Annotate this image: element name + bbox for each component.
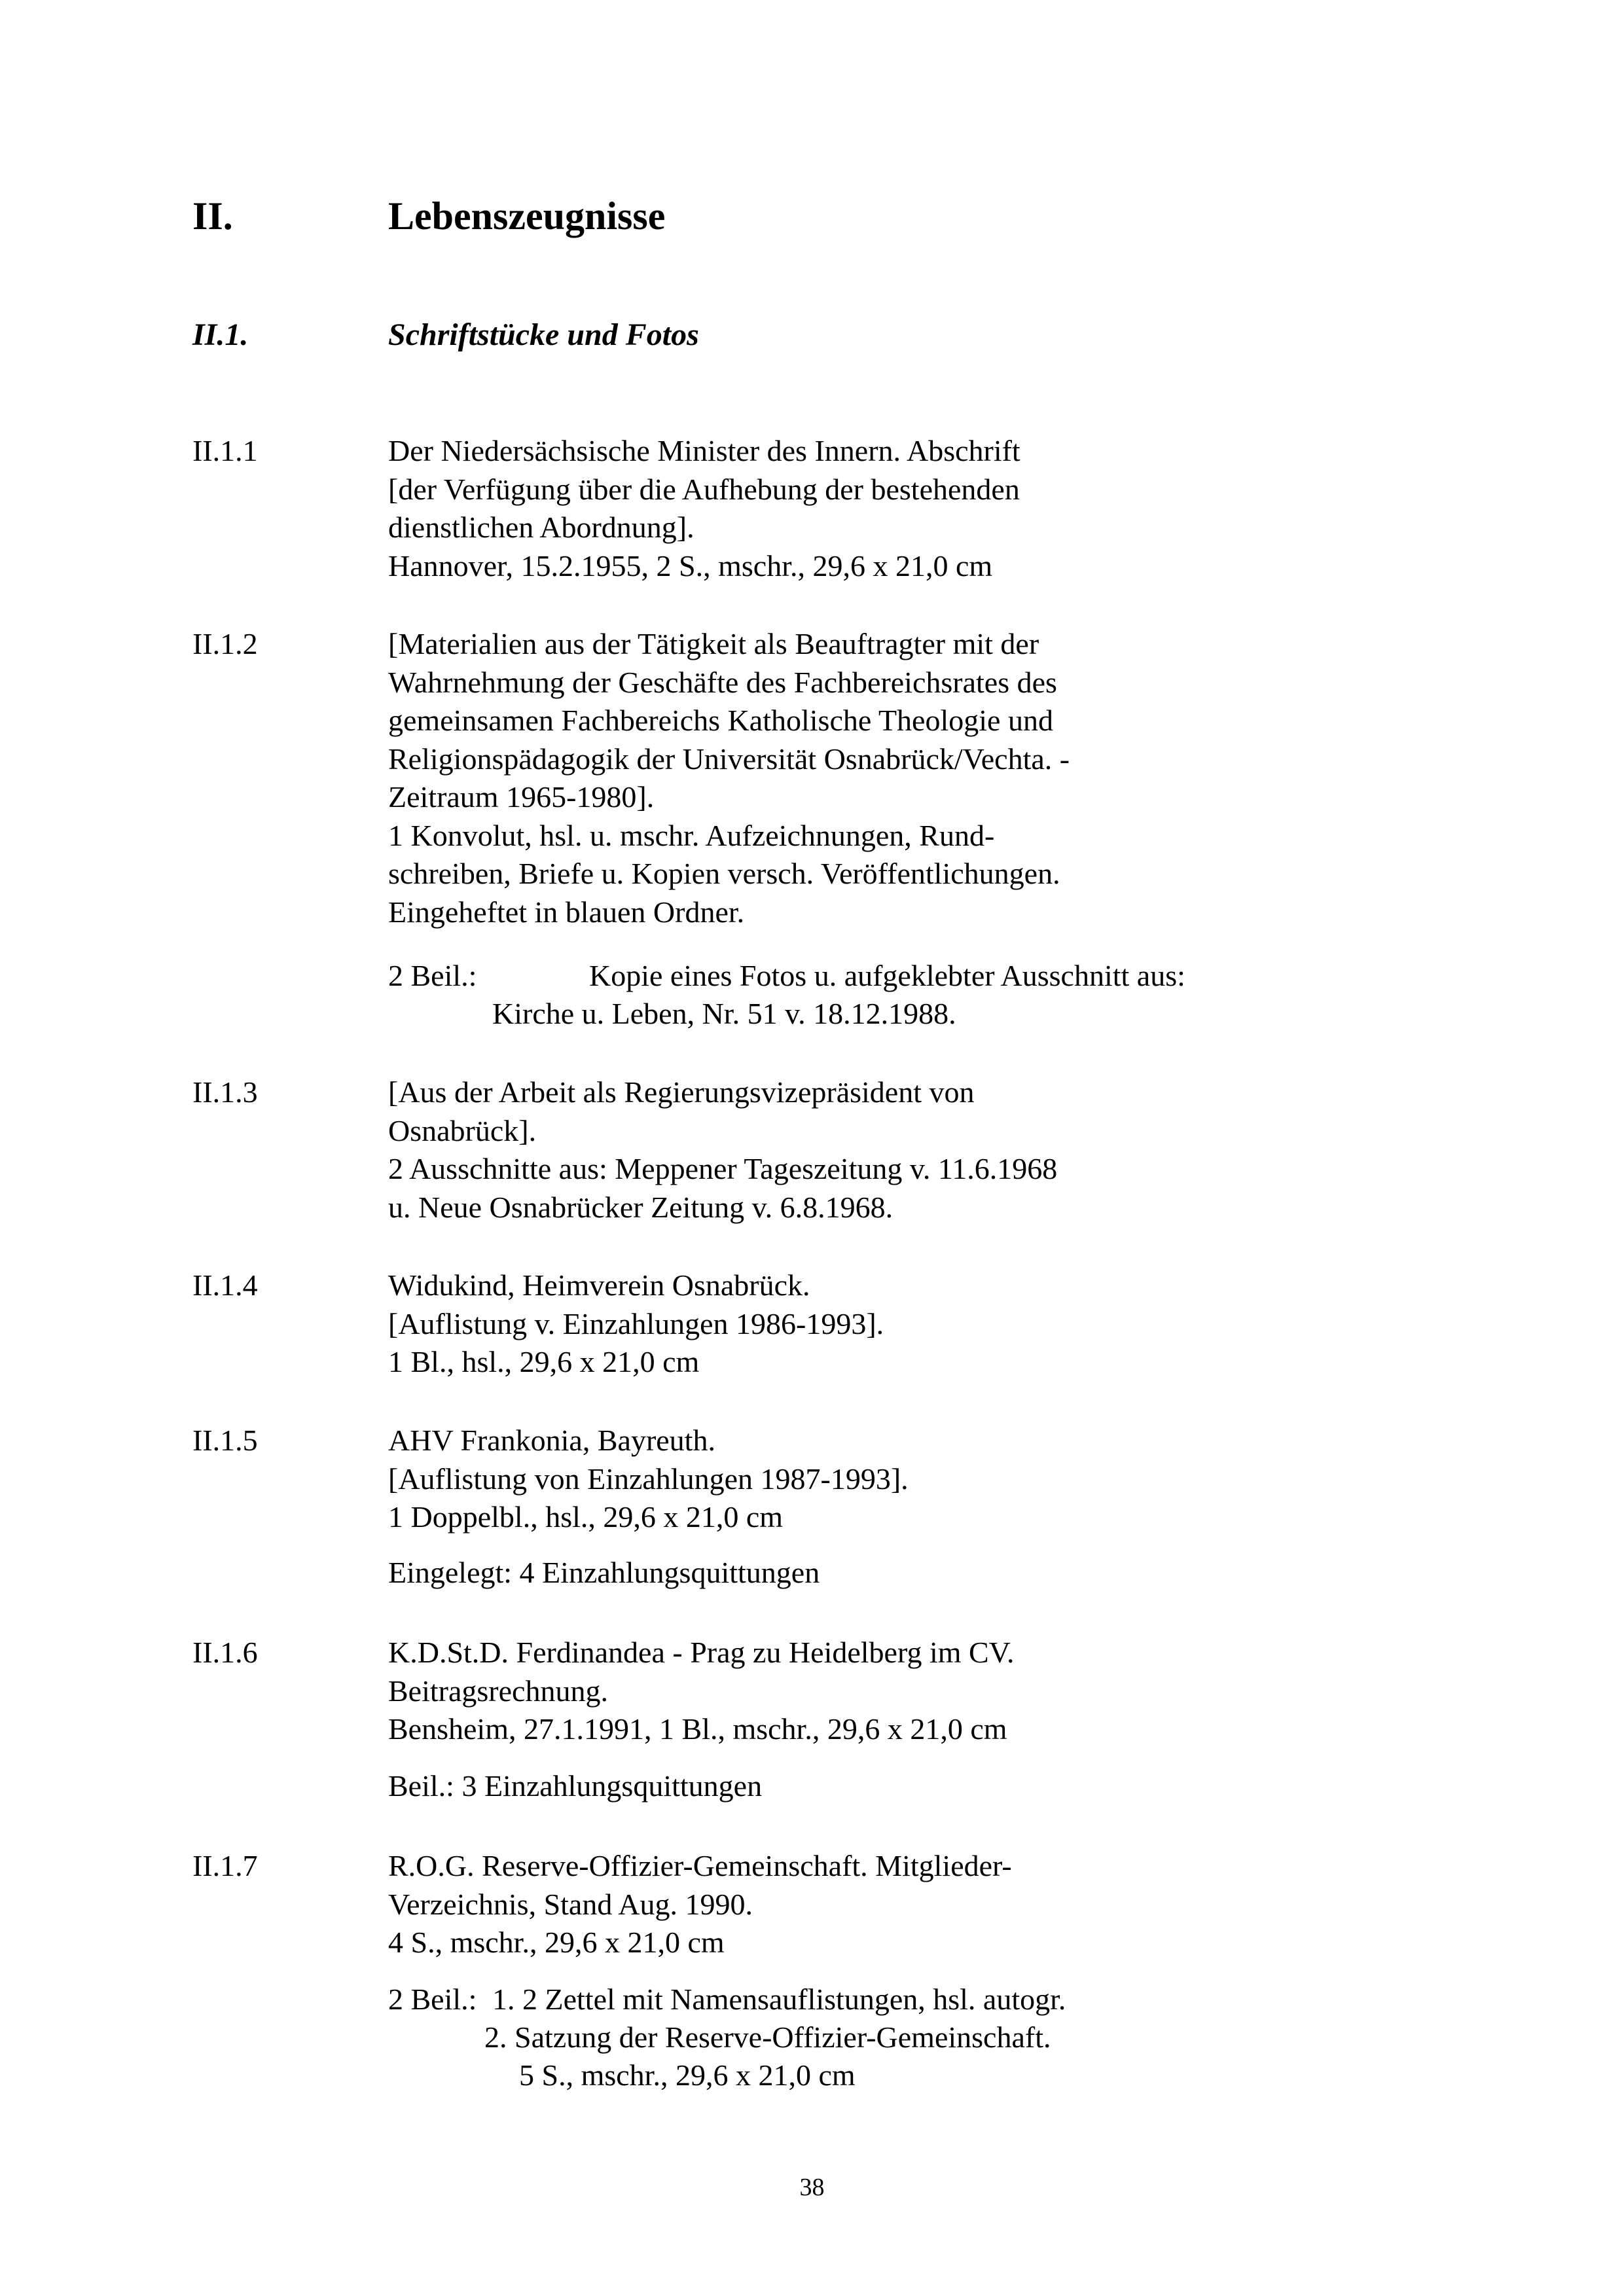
entry-body: [388, 1847, 1012, 1962]
entry-line: [Materialien aus der Tätigkeit als Beauftragter mit der: [388, 627, 1039, 660]
entry-line: 1 Konvolut, hsl. u. mschr. Aufzeichnungen, Rund-: [388, 818, 995, 852]
entry-line: 4 S., mschr., 29,6 x 21,0 cm: [388, 1926, 725, 1959]
note-item: 1. 2 Zettel mit Namensauflistungen, hsl. autogr.: [492, 1982, 1066, 2016]
note-item: 2. Satzung der Reserve-Offizier-Gemeinschaft.: [484, 2020, 1051, 2054]
entry-line: Zeitraum 1965-1980].: [388, 780, 655, 814]
entry-line: Verzeichnis, Stand Aug. 1990.: [388, 1887, 753, 1921]
note-text: Kopie eines Fotos u. aufgeklebter Ausschnitt aus:: [589, 959, 1185, 992]
entry-id: II.1.7: [192, 1849, 258, 1882]
entry-line: Widukind, Heimverein Osnabrück.: [388, 1268, 810, 1302]
entry-id: II.1.4: [192, 1268, 258, 1302]
entry-body: [388, 432, 1020, 585]
entry-line: [Auflistung von Einzahlungen 1987-1993].: [388, 1462, 909, 1496]
entry-line: 1 Doppelbl., hsl., 29,6 x 21,0 cm: [388, 1500, 784, 1534]
entry-line: AHV Frankonia, Bayreuth.: [388, 1424, 715, 1457]
entry-body: [388, 1266, 884, 1382]
entry-line: Osnabrück].: [388, 1113, 537, 1147]
entry-id: II.1.2: [192, 627, 258, 660]
entry-id: II.1.6: [192, 1636, 258, 1669]
entry-id: II.1.3: [192, 1075, 258, 1109]
entry-line: dienstlichen Abordnung].: [388, 511, 695, 544]
entry-line: [Aus der Arbeit als Regierungsvizepräsident von: [388, 1075, 975, 1109]
entry-line: K.D.St.D. Ferdinandea - Prag zu Heidelberg im CV.: [388, 1636, 1015, 1669]
entry-body: [388, 625, 1070, 931]
note-label: 2 Beil.:: [388, 959, 477, 992]
entry-line: Religionspädagogik der Universität Osnabrück/Vechta. -: [388, 742, 1070, 776]
entry-line: 1 Bl., hsl., 29,6 x 21,0 cm: [388, 1345, 700, 1378]
subsection-title: Schriftstücke und Fotos: [388, 317, 699, 352]
entry-line: Wahrnehmung der Geschäfte des Fachbereichsrates des: [388, 665, 1057, 699]
entry-id: II.1.5: [192, 1424, 258, 1457]
entry-line: u. Neue Osnabrücker Zeitung v. 6.8.1968.: [388, 1190, 893, 1224]
entry-body: [388, 1634, 1014, 1749]
section-number: II.: [192, 194, 233, 238]
entry-line: Hannover, 15.2.1955, 2 S., mschr., 29,6 x 21,0 cm: [388, 548, 993, 583]
entry-body: [388, 1073, 1057, 1227]
entry-line: [Auflistung v. Einzahlungen 1986-1993].: [388, 1306, 884, 1340]
section-title: Lebenszeugnisse: [388, 194, 666, 238]
entry-line: gemeinsamen Fachbereichs Katholische Theologie und: [388, 704, 1053, 737]
note-label: 2 Beil.:: [388, 1982, 477, 2016]
note-item-detail: 5 S., mschr., 29,6 x 21,0 cm: [519, 2058, 856, 2092]
note-continuation: Kirche u. Leben, Nr. 51 v. 18.12.1988.: [492, 997, 956, 1030]
entry-line: 2 Ausschnitte aus: Meppener Tageszeitung v. 11.6.1968: [388, 1152, 1058, 1185]
entry-line: [der Verfügung über die Aufhebung der bestehenden: [388, 472, 1020, 506]
entry-id: II.1.1: [192, 434, 258, 467]
subsection-number: II.1.: [192, 317, 249, 352]
note-text: Beil.: 3 Einzahlungsquittungen: [388, 1769, 763, 1803]
entry-line: Eingeheftet in blauen Ordner.: [388, 895, 745, 929]
entry-line: R.O.G. Reserve-Offizier-Gemeinschaft. Mitglieder-: [388, 1849, 1012, 1882]
entry-line: Beitragsrechnung.: [388, 1674, 608, 1708]
entry-body: [388, 1422, 909, 1537]
note-text: Eingelegt: 4 Einzahlungsquittungen: [388, 1556, 820, 1589]
page-number: 38: [799, 2174, 825, 2201]
entry-line: Bensheim, 27.1.1991, 1 Bl., mschr., 29,6 x 21,0 cm: [388, 1712, 1007, 1746]
entry-line: Der Niedersächsische Minister des Innern. Abschrift: [388, 434, 1020, 467]
entry-line: schreiben, Briefe u. Kopien versch. Veröffentlichungen.: [388, 857, 1060, 890]
